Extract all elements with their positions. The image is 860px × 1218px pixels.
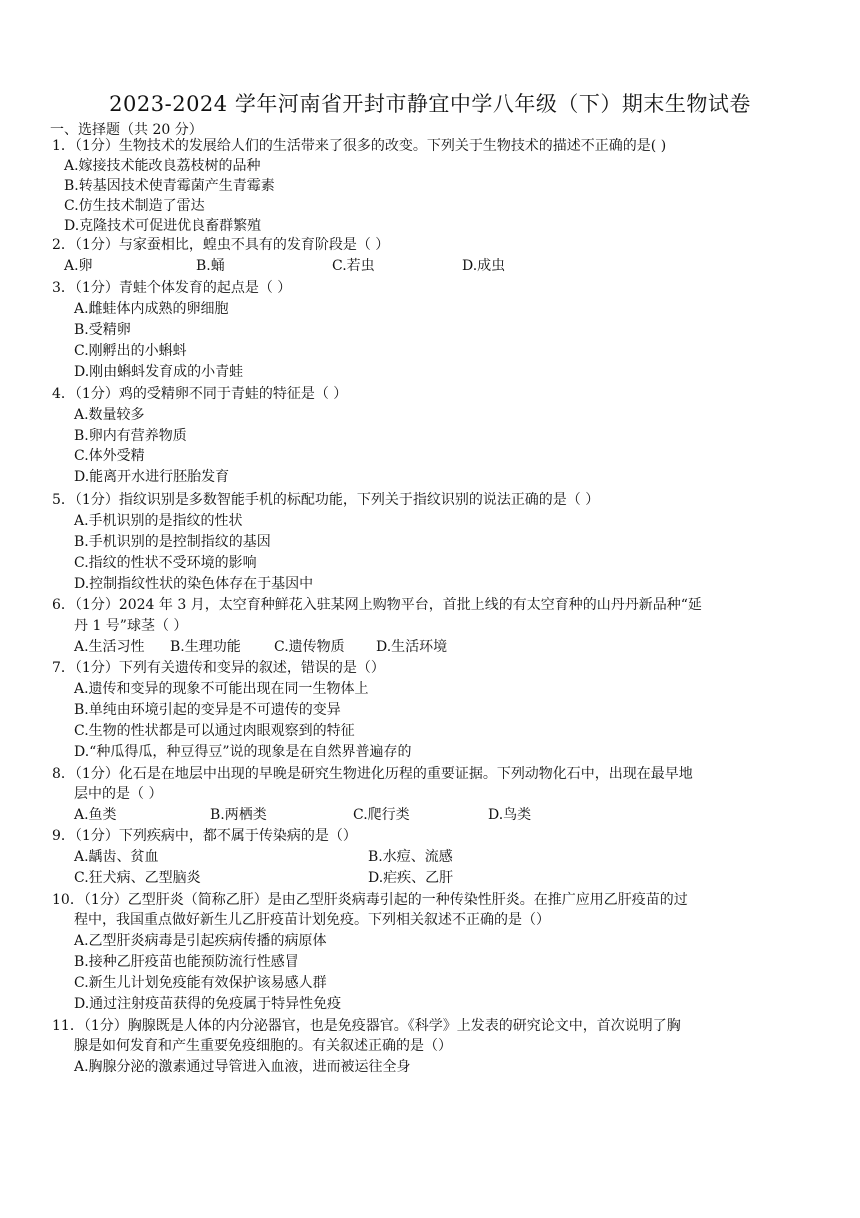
- question-3-option-d: D.刚由蝌蚪发育成的小青蛙: [74, 364, 244, 380]
- question-4-option-d: D.能离开水进行胚胎发育: [74, 469, 230, 485]
- question-2-option-d: D.成虫: [462, 258, 506, 274]
- question-9-option-d: D.疟疾、乙肝: [368, 870, 454, 886]
- question-6-stem: 6．（1分）2024 年 3 月，太空育种鲜花入驻某网上购物平台，首批上线的有太空育种的山丹丹新品种“延: [52, 597, 702, 613]
- question-2-option-a: A.卵: [64, 258, 93, 274]
- question-9-option-a: A.龋齿、贫血: [74, 849, 159, 865]
- question-2-stem: 2．（1分）与家蚕相比，蝗虫不具有的发育阶段是（ ）: [52, 237, 390, 253]
- question-1-option-d: D.克隆技术可促进优良畜群繁殖: [64, 218, 262, 234]
- question-1-stem: 1．（1分）生物技术的发展给人们的生活带来了很多的改变。下列关于生物技术的描述不正确的是( ): [52, 138, 667, 154]
- question-6-option-c: C.遗传物质: [274, 639, 345, 655]
- question-1-option-a: A.嫁接技术能改良荔枝树的品种: [64, 158, 261, 174]
- question-4-option-b: B.卵内有营养物质: [74, 428, 187, 444]
- question-8-option-d: D.鸟类: [488, 807, 532, 823]
- question-10-option-c: C.新生儿计划免疫能有效保护该易感人群: [74, 975, 327, 991]
- question-5-option-c: C.指纹的性状不受环境的影响: [74, 555, 257, 571]
- question-10-option-a: A.乙型肝炎病毒是引起疾病传播的病原体: [74, 933, 327, 949]
- question-6-stem-continued: 丹 1 号”球茎（ ）: [74, 618, 188, 634]
- question-9-stem: 9．（1分）下列疾病中，都不属于传染病的是（）: [52, 828, 357, 844]
- question-9-option-c: C.狂犬病、乙型脑炎: [74, 870, 201, 886]
- question-7-option-a: A.遗传和变异的现象不可能出现在同一生物体上: [74, 681, 369, 697]
- question-3-option-b: B.受精卵: [74, 322, 131, 338]
- question-3-stem: 3．（1分）青蛙个体发育的起点是（ ）: [52, 280, 292, 296]
- question-11-stem-continued: 腺是如何发育和产生重要免疫细胞的。有关叙述正确的是（）: [74, 1038, 452, 1054]
- question-4-stem: 4．（1分）鸡的受精卵不同于青蛙的特征是（ ）: [52, 386, 348, 402]
- question-5-option-a: A.手机识别的是指纹的性状: [74, 513, 243, 529]
- question-7-option-d: D.“种瓜得瓜，种豆得豆”说的现象是在自然界普遍存的: [74, 744, 412, 760]
- question-9-option-b: B.水痘、流感: [368, 849, 453, 865]
- question-8-option-c: C.爬行类: [353, 807, 410, 823]
- question-4-option-a: A.数量较多: [74, 407, 145, 423]
- question-11-option-a: A.胸腺分泌的激素通过导管进入血液，进而被运往全身: [74, 1059, 411, 1075]
- question-8-option-b: B.两栖类: [210, 807, 267, 823]
- question-5-option-d: D.控制指纹性状的染色体存在于基因中: [74, 576, 314, 592]
- question-10-option-d: D.通过注射疫苗获得的免疫属于特异性免疫: [74, 996, 342, 1012]
- question-8-stem-continued: 层中的是（ ）: [74, 786, 163, 802]
- question-5-option-b: B.手机识别的是控制指纹的基因: [74, 534, 271, 550]
- question-1-option-b: B.转基因技术使青霉菌产生青霉素: [64, 178, 275, 194]
- question-11-stem: 11．（1分）胸腺既是人体的内分泌器官，也是免疫器官。《科学》上发表的研究论文中，首次说明了胸: [52, 1018, 681, 1034]
- question-5-stem: 5．（1分）指纹识别是多数智能手机的标配功能，下列关于指纹识别的说法正确的是（ ）: [52, 492, 600, 508]
- question-6-option-d: D.生活环境: [376, 639, 448, 655]
- exam-title: 2023-2024 学年河南省开封市静宜中学八年级（下）期末生物试卷: [109, 92, 751, 116]
- question-4-option-c: C.体外受精: [74, 448, 145, 464]
- question-10-stem-continued: 程中，我国重点做好新生儿乙肝疫苗计划免疫。下列相关叙述不正确的是（）: [74, 912, 550, 928]
- question-6-option-a: A.生活习性: [74, 639, 145, 655]
- question-10-stem: 10．（1分）乙型肝炎（简称乙肝）是由乙型肝炎病毒引起的一种传染性肝炎。在推广应用乙肝疫苗的过: [52, 892, 688, 908]
- question-7-option-c: C.生物的性状都是可以通过肉眼观察到的特征: [74, 723, 355, 739]
- question-2-option-c: C.若虫: [332, 258, 375, 274]
- question-8-option-a: A.鱼类: [74, 807, 117, 823]
- question-10-option-b: B.接种乙肝疫苗也能预防流行性感冒: [74, 954, 299, 970]
- question-3-option-a: A.雌蛙体内成熟的卵细胞: [74, 301, 229, 317]
- question-6-option-b: B.生理功能: [170, 639, 241, 655]
- question-2-option-b: B.蛹: [196, 258, 225, 274]
- question-1-option-c: C.仿生技术制造了雷达: [64, 198, 205, 214]
- section-heading: 一、选择题（共 20 分）: [50, 122, 203, 138]
- question-3-option-c: C.刚孵出的小蝌蚪: [74, 343, 187, 359]
- question-7-option-b: B.单纯由环境引起的变异是不可遗传的变异: [74, 702, 341, 718]
- question-7-stem: 7．（1分）下列有关遗传和变异的叙述，错误的是（）: [52, 660, 385, 676]
- question-8-stem: 8．（1分）化石是在地层中出现的早晚是研究生物进化历程的重要证据。下列动物化石中，出现在最早地: [52, 766, 693, 782]
